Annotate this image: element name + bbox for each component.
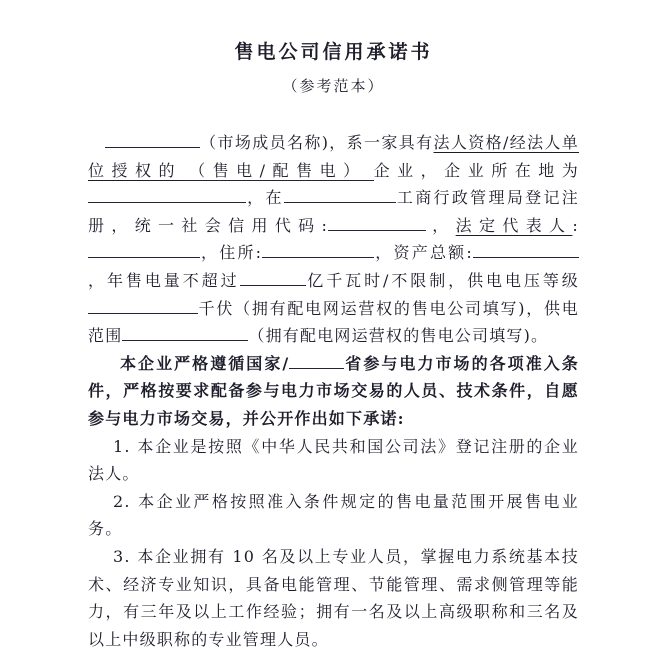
underline-legal-qualification: 法人资格/经法人单位授权的 [88, 133, 579, 180]
blank-voltage-level [88, 296, 198, 314]
text-run: 省参与电力市场的各项准入条件，严格按要求配备参与电力市场交易的人员、技术条件，自愿参与电力市场交易，并公开作出如下承诺: [88, 353, 579, 428]
text-run: ，住所: [200, 243, 263, 263]
text-run: （市场成员名称)，系一家具有 [200, 133, 434, 152]
text-run: ，年售电量不超过 [88, 270, 240, 290]
text-run: 1. 本企业是按照《中华人民共和国公司法》登记注册的企业法人。 [88, 436, 579, 484]
text-run: 3. 本企业拥有 10 名及以上专业人员，掌握电力系统基本技术、经济专业知识，具备电能管理、节能管理、需求侧管理等能力，有三年及以上工作经验；拥有一名及以上高级职称和三名及以上中级职称的专业管理人员。 [88, 546, 579, 649]
text-run: ，在 [246, 188, 284, 208]
text-run: 2. 本企业严格按照准入条件规定的售电量范围开展售电业务。 [88, 491, 579, 539]
blank-registration-authority [284, 185, 396, 203]
document-title: 售电公司信用承诺书 [234, 41, 433, 63]
document-body [88, 129, 579, 653]
list-item-3 [88, 543, 579, 653]
text-run: ，资产总额: [374, 243, 473, 263]
text-run: ， [426, 215, 456, 235]
text-run: 本企业严格遵循国家/ [120, 353, 290, 373]
blank-legal-representative [88, 240, 200, 258]
blank-company-location [88, 185, 246, 203]
blank-market-member-name [105, 130, 200, 148]
document-subtitle: （参考范本） [282, 77, 385, 95]
underline-sales-type-option: （售电/配售电） [182, 161, 374, 181]
blank-total-assets [473, 240, 579, 258]
underline-legal-representative-label: 法定代表人 [455, 215, 573, 235]
commitment-paragraph [88, 350, 579, 433]
list-item-2 [88, 488, 579, 543]
blank-supply-scope [122, 323, 248, 341]
list-item-1 [88, 433, 579, 488]
text-run: 企业，企业所在地为 [373, 160, 579, 180]
text-run: 工商行政管理局登记注册，统一社会信用代码: [88, 188, 579, 235]
blank-province-name [289, 351, 344, 369]
intro-paragraph [88, 129, 579, 350]
text-run: 千伏（拥有配电网运营权的售电公司填写)，供电范围 [88, 298, 579, 346]
text-run: : [572, 215, 579, 235]
text-run: 亿千瓦时/不限制，供电电压等级 [305, 270, 579, 290]
blank-residence [262, 240, 374, 258]
blank-credit-code [328, 213, 426, 231]
text-run: （拥有配电网运营权的售电公司填写)。 [248, 326, 549, 346]
blank-annual-electricity-volume [240, 268, 306, 286]
